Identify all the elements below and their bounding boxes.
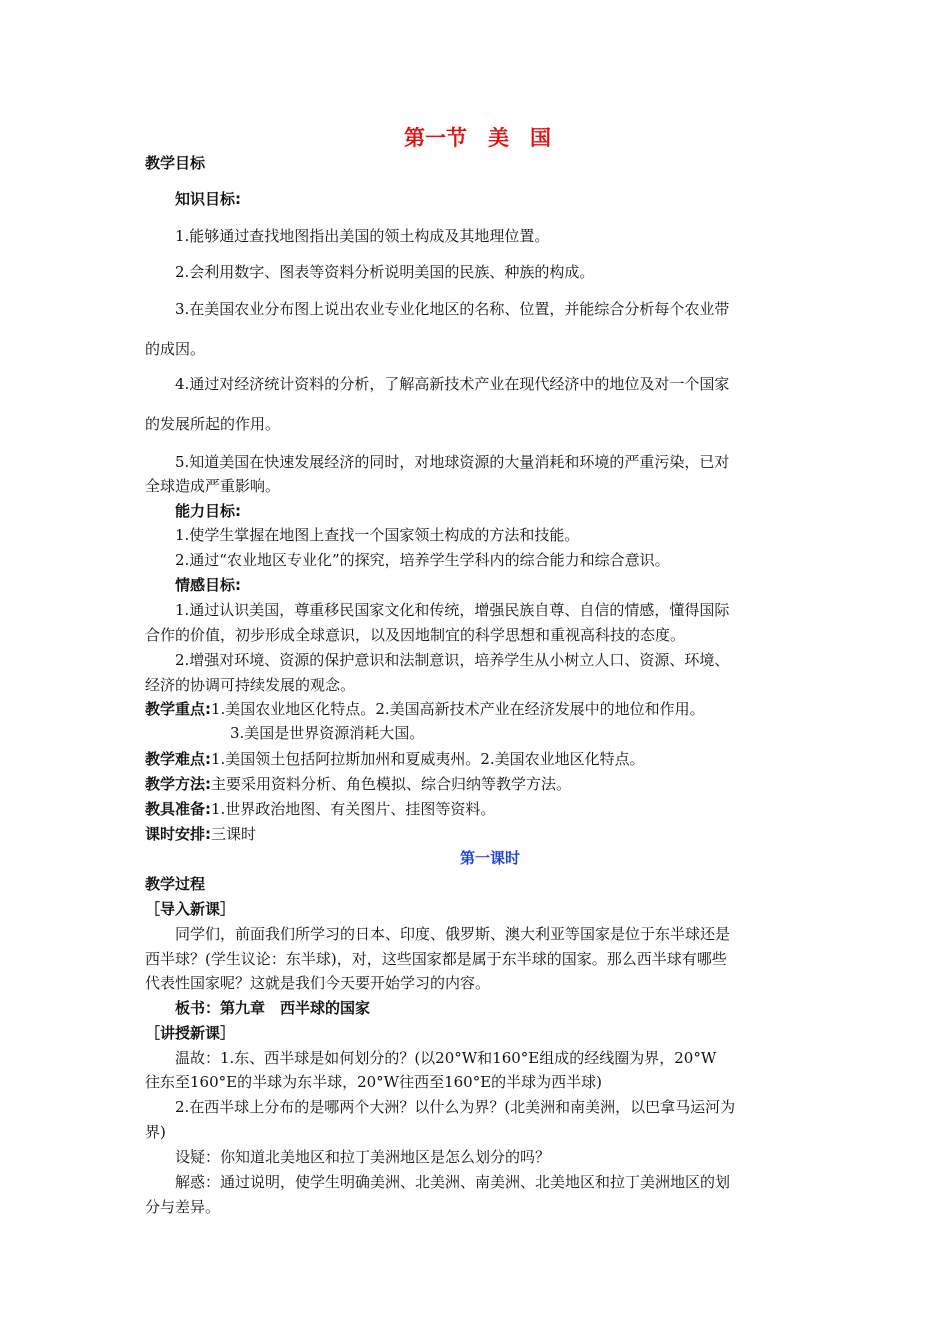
intro-line-3: 代表性国家呢？这就是我们今天要开始学习的内容。 bbox=[145, 974, 491, 992]
review-line-1b: 往东至160°E的半球为东半球，20°W往西至160°E的半球为西半球) bbox=[145, 1073, 603, 1091]
methods-label: 教学方法: bbox=[145, 775, 211, 793]
difficulties-text: 1.美国领土包括阿拉斯加州和夏威夷州。2.美国农业地区化特点。 bbox=[211, 750, 645, 768]
intro-line-2: 西半球？(学生议论：东半球)，对，这些国家都是属于东半球的国家。那么西半球有哪些 bbox=[145, 950, 727, 968]
review-line-2b: 界) bbox=[145, 1123, 166, 1141]
knowledge-item-2: 2.会利用数字、图表等资料分析说明美国的民族、种族的构成。 bbox=[175, 263, 595, 281]
lesson-title: 第一课时 bbox=[459, 849, 520, 867]
schedule-row bbox=[145, 823, 256, 845]
key-points-label: 教学重点: bbox=[145, 700, 211, 718]
knowledge-item-5a: 5.知道美国在快速发展经济的同时，对地球资源的大量消耗和环境的严重污染，已对 bbox=[175, 453, 730, 471]
knowledge-item-5b: 全球造成严重影响。 bbox=[145, 477, 281, 495]
tools-label: 教具准备: bbox=[145, 800, 211, 818]
key-points-text-2: 3.美国是世界资源消耗大国。 bbox=[230, 724, 425, 742]
objectives-heading: 教学目标 bbox=[145, 154, 206, 172]
knowledge-item-3a: 3.在美国农业分布图上说出农业专业化地区的名称、位置，并能综合分析每个农业带 bbox=[175, 300, 730, 318]
knowledge-item-3b: 的成因。 bbox=[145, 340, 206, 358]
ability-item-1: 1.使学生掌握在地图上查找一个国家领土构成的方法和技能。 bbox=[175, 526, 580, 544]
knowledge-heading: 知识目标: bbox=[175, 190, 241, 208]
ability-heading: 能力目标: bbox=[175, 502, 241, 520]
tools-text: 1.世界政治地图、有关图片、挂图等资料。 bbox=[211, 800, 496, 818]
knowledge-item-4b: 的发展所起的作用。 bbox=[145, 415, 281, 433]
page-title: 第一节 美 国 bbox=[404, 126, 551, 150]
review-line-1a: 温故：1.东、西半球是如何划分的？(以20°W和160°E组成的经线圈为界，20°W bbox=[175, 1049, 717, 1067]
intro-heading: ［导入新课］ bbox=[145, 900, 236, 918]
intro-line-1: 同学们，前面我们所学习的日本、印度、俄罗斯、澳大利亚等国家是位于东半球还是 bbox=[175, 925, 731, 943]
methods-text: 主要采用资料分析、角色模拟、综合归纳等教学方法。 bbox=[211, 775, 572, 793]
knowledge-item-1: 1.能够通过查找地图指出美国的领土构成及其地理位置。 bbox=[175, 227, 550, 245]
review-line-2a: 2.在西半球上分布的是哪两个大洲？以什么为界？(北美洲和南美洲，以巴拿马运河为 bbox=[175, 1098, 736, 1116]
new-lesson-heading: ［讲授新课］ bbox=[145, 1024, 236, 1042]
emotion-item-1a: 1.通过认识美国，尊重移民国家文化和传统，增强民族自尊、自信的情感，懂得国际 bbox=[175, 601, 730, 619]
board-note: 板书：第九章 西半球的国家 bbox=[175, 999, 371, 1017]
tools-row bbox=[145, 798, 495, 820]
methods-row bbox=[145, 773, 571, 795]
answer-line-1: 解惑：通过说明，使学生明确美洲、北美洲、南美洲、北美地区和拉丁美洲地区的划 bbox=[175, 1173, 731, 1191]
key-points-text: 1.美国农业地区化特点。2.美国高新技术产业在经济发展中的地位和作用。 bbox=[211, 700, 705, 718]
process-heading: 教学过程 bbox=[145, 875, 206, 893]
emotion-heading: 情感目标: bbox=[175, 576, 241, 594]
knowledge-item-4a: 4.通过对经济统计资料的分析，了解高新技术产业在现代经济中的地位及对一个国家 bbox=[175, 375, 730, 393]
difficulties-label: 教学难点: bbox=[145, 750, 211, 768]
schedule-label: 课时安排: bbox=[145, 825, 211, 843]
emotion-item-2a: 2.增强对环境、资源的保护意识和法制意识，培养学生从小树立人口、资源、环境、 bbox=[175, 651, 730, 669]
emotion-item-2b: 经济的协调可持续发展的观念。 bbox=[145, 676, 356, 694]
schedule-text: 三课时 bbox=[211, 825, 257, 843]
key-points-row bbox=[145, 698, 705, 720]
question-line: 设疑：你知道北美地区和拉丁美洲地区是怎么划分的吗？ bbox=[175, 1148, 551, 1166]
ability-item-2: 2.通过“农业地区专业化”的探究，培养学生学科内的综合能力和综合意识。 bbox=[175, 551, 670, 569]
emotion-item-1b: 合作的价值，初步形成全球意识，以及因地制宜的科学思想和重视高科技的态度。 bbox=[145, 626, 686, 644]
answer-line-2: 分与差异。 bbox=[145, 1198, 221, 1216]
difficulties-row bbox=[145, 748, 645, 770]
